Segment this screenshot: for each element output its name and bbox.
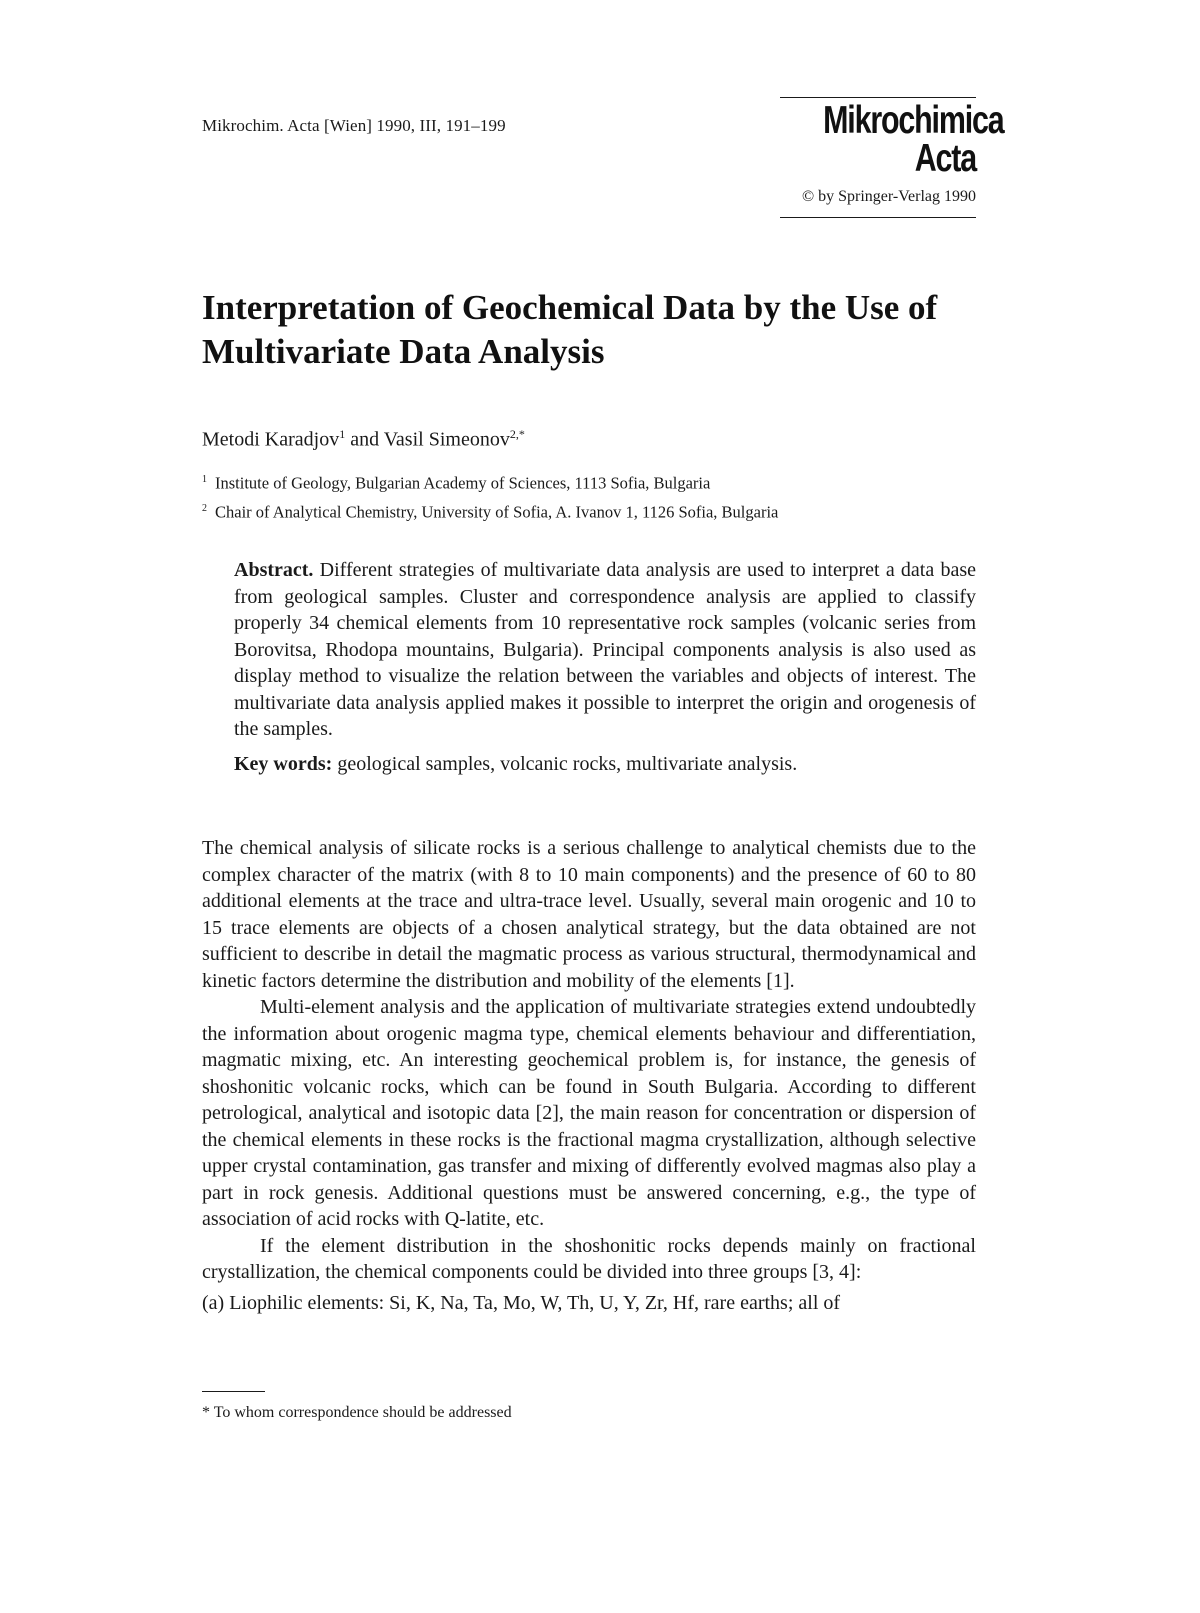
footnote: * To whom correspondence should be addressed [202, 1404, 512, 1421]
affiliation-1-text: Institute of Geology, Bulgarian Academy of Sciences, 1113 Sofia, Bulgaria [215, 473, 711, 493]
author-1: Metodi Karadjov [202, 428, 340, 451]
body-paragraph-2: Multi-element analysis and the application of multivariate strategies extend undoubtedly the information about orogenic magma type, chemical elements behaviour and differentiation, magmatic mixing, etc. An interesting geochemical problem is, for instance, the genesis of shoshonitic volcanic rocks, which can be found in South Bulgaria. According to different petrological, analytical and isotopic data [2], the main reason for concentration or dispersion of the chemical elements in these rocks is the fractional magma crystallization, although selective upper crystal contamination, gas transfer and mixing of differently evolved magmas also play a part in rock genesis. Additional questions must be answered concerning, e.g., the type of association of acid rocks with Q-latite, etc. [202, 996, 976, 1230]
masthead-top-rule [780, 97, 976, 98]
masthead-bottom-rule [780, 217, 976, 218]
keywords-label: Key words: [234, 752, 333, 775]
affiliation-1 [202, 467, 778, 496]
journal-masthead [780, 97, 1004, 218]
corresponding-author-mark: * [518, 427, 525, 441]
author-1-affiliation-mark: 1 [339, 427, 346, 441]
footnote-rule [202, 1391, 265, 1392]
body-paragraph-1: The chemical analysis of silicate rocks is a serious challenge to analytical chemists due to the complex character of the matrix (with 8 to 10 main components) and the presence of 60 to 80 additional elements at the trace and ultra-trace level. Usually, several main orogenic and 10 to 15 trace elements are objects of a chosen analytical strategy, but the data obtained are not sufficient to describe in detail the magmatic process as various structural, thermodynamical and kinetic factors determine the distribution and mobility of the elements [1]. [202, 837, 976, 992]
abstract [234, 557, 976, 743]
title-line-2: Multivariate Data Analysis [202, 332, 605, 371]
abstract-text: Different strategies of multivariate data analysis are used to interpret a data base from geological samples. Cluster and correspondence analysis are applied to classify properly 34 chemical elements from 10 representative rock samples (volcanic series from Borovitsa, Rhodopa mountains, Bulgaria). Principal components analysis is also used as display method to visualize the relation between the variables and objects of interest. The multivariate data analysis applied makes it possible to interpret the origin and orogenesis of the samples. [234, 559, 976, 740]
paper-title [202, 286, 982, 374]
author-2: Vasil Simeonov [383, 428, 510, 451]
title-line-1: Interpretation of Geochemical Data by the Use of [202, 288, 938, 327]
copyright-notice: © by Springer-Verlag 1990 [801, 188, 976, 205]
abstract-section [234, 557, 976, 777]
affiliation-2 [202, 496, 778, 525]
affiliation-1-mark: 1 [202, 474, 207, 485]
affiliation-2-mark: 2 [202, 502, 207, 514]
journal-logo-line1: Mikrochimica [823, 99, 1004, 142]
journal-citation: Mikrochim. Acta [Wien] 1990, III, 191–199 [202, 116, 506, 135]
author-joiner: and [345, 428, 384, 451]
journal-logo-line2: Acta [914, 137, 976, 180]
keywords-text: geological samples, volcanic rocks, multivariate analysis. [332, 752, 798, 775]
body-text [202, 835, 976, 1316]
list-item-a: (a) Liophilic elements: Si, K, Na, Ta, Mo, W, Th, U, Y, Zr, Hf, rare earths; all of [202, 1291, 841, 1314]
affiliation-2-text: Chair of Analytical Chemistry, University of Sofia, A. Ivanov 1, 1126 Sofia, Bulgaria [215, 502, 779, 521]
affiliation-list [202, 467, 778, 524]
body-paragraph-3: If the element distribution in the shoshonitic rocks depends mainly on fractional crystallization, the chemical components could be divided into three groups [3, 4]: [202, 1234, 976, 1283]
keywords [234, 751, 976, 778]
author-list [202, 427, 525, 452]
journal-logo [823, 99, 1004, 180]
author-2-affiliation-mark: 2,* [509, 427, 525, 441]
abstract-label: Abstract. [234, 559, 314, 581]
